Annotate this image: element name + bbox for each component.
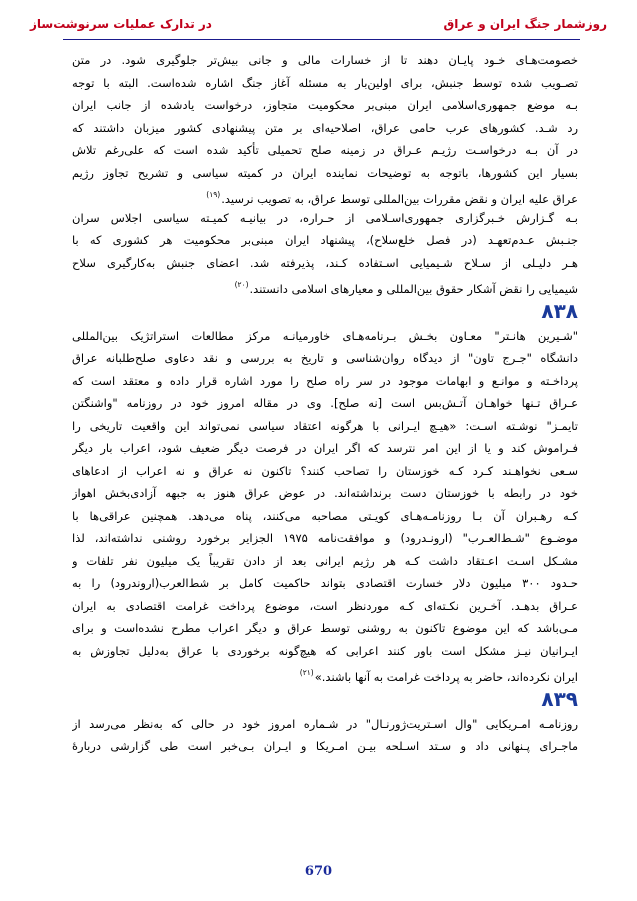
entry-number-839: ۸۳۹: [541, 686, 578, 711]
text-line: عراق علیه ایران و نقض مقررات بین‌المللی توسط عراق، به تصویب نرسید.: [221, 192, 578, 206]
text-line: کـه رهـبران آن بـا روزنامـه‌هـای کویـتی مصاحبه می‌کنند، پناه می‌دهد. همچنین عراقی‌ها با: [72, 508, 578, 523]
text-line: فـراموش کند و یا از این امر نترسد که اگر ایران در فرصت دیگر ضعیف شود، اعراب بار دیگر: [72, 441, 578, 455]
header-divider: [63, 39, 580, 40]
page-header: [30, 14, 607, 34]
text-line: خصومت‌هـای خـود پایـان دهند تا از خسارات مالی و جانی بیش‌تر جلوگیری شود. در متن: [72, 53, 578, 67]
text-line: تصـویب شده توسط جنبش، برای اولین‌بار به مسئله آغاز جنگ اشاره شده‌است. البته با توجه: [72, 75, 578, 90]
page-number: 670: [304, 864, 333, 879]
text-line: روزنامـه امـریکایی "وال اسـتریت‌ژورنـال" در شـماره امروز خود در حالی که به‌نظر می‌رسد از: [72, 716, 578, 731]
footnote-ref: (۱۹): [206, 190, 221, 199]
entry-838-body: [72, 325, 578, 685]
text-line: در آن بـه درخواسـت رژیـم عـراق در زمینه صلح تحمیلی تأکید شده است که علی‌رغم تلاش: [72, 143, 578, 157]
text-line: رد شـد. کشورهای عرب حامی عراق، اصلاحیه‌ای بر متن پیشنهادی کشور میزبان داشتند که: [72, 120, 578, 135]
text-line: ماجـرای پـنهانی داد و سـتد اسـلحه بیـن امـریکا و ایـران بـی‌خبر است طی گزارشی دربارهٔ: [72, 739, 578, 753]
book-title: روزشمار جنگ ایران و عراق: [443, 17, 607, 31]
section-title: در تدارک عملیات سرنوشت‌ساز: [30, 17, 212, 31]
text-line: هـر دلیـلی از سـلاح شـیمیایی اسـتفاده کـند، پذیرفته شد. اعضای جنبش به‌کارگیری سلاح: [72, 255, 578, 270]
text-line: عـراق بدهـد. آخـرین نکـته‌ای کـه موردنظر است، موضوع پرداخت غرامت اقتصادی به ایران: [72, 598, 578, 613]
paragraph-1: [72, 49, 578, 207]
text-line: خود در رابطه با خوزستان دست برنداشته‌اند. در عوض عراق هنوز به جبهه آزادی‌بخش اهواز: [72, 486, 578, 500]
text-line: مـی‌باشد که این موضوع تاکنون به روشنی توسط عراق و دیگر اعراب مطرح نشده‌است و برای: [72, 621, 578, 635]
text-line-last: [72, 184, 578, 207]
page-body: [72, 49, 578, 758]
footnote-ref: (۲۱): [299, 668, 314, 677]
text-line: عـراق تـنها خواهـان آتـش‌بس است [نه صلح]. وی در مقاله امروز خود در روزنامه "واشنگتن: [72, 396, 578, 410]
entry-number-838: ۸۳۸: [541, 298, 578, 323]
text-line: حـدود ۳۰۰ میلیون دلار خسارت اقتصادی بتواند حاکمیت کامل بر شط‌العرب(اروندرود) را به: [72, 576, 578, 590]
paragraph-2: [72, 207, 578, 297]
text-line: تایمـز" نوشـته اسـت: «هیـچ ایـرانی با هرگونه اعتقاد سیاسی نمی‌تواند این واقعیت تاریخی را: [72, 418, 578, 433]
text-line: سـعی نخواهـند کـرد کـه خوزستان را تصاحب کنند؟ تاکنون نه عراق و نه اعراب از ادعاهای: [72, 463, 578, 478]
text-line: ایران نکرده‌اند، حاضر به پرداخت غرامت به آنها باشند.»: [314, 670, 578, 684]
text-line: شیمیایی را نقض آشکار حقوق بین‌المللی و معیارهای اسلامی دانستند.: [249, 282, 578, 296]
text-line: بـه موضع جمهوری‌اسلامی ایران مبنی‌بر محکومیت متجاوز، درخواست یادشده از جانب ایران: [72, 98, 578, 112]
text-line: بسیار این کشورها، باتوجه به توضیحات نماینده ایران در کمیته سیاسی و تشریح تجاوز رژیم: [72, 165, 578, 180]
text-line: ایـرانیان نیـز مشکل است باور کنند اعرابی که هیچ‌گونه برخوردی با عراق به‌دلیل تجاوزش به: [72, 643, 578, 658]
entry-839-body: [72, 713, 578, 758]
text-line: مشـکل اسـت اعـتقاد داشت کـه هر رژیم ایرانی بعد از دادن تقریباً یک میلیون نفر تلفات و: [72, 553, 578, 568]
text-line: "شـیرین هانـتر" معـاون بخـش بـرنامه‌هـای خاورمیانـه مرکز مطالعات استراتژیک بین‌المللی: [72, 328, 578, 343]
text-line: دانشگاه "جـرج تاون" از دیدگاه روان‌شناسی و تاریخ به بررسی و نقد دعاوی صلح‌طلبانه عراق: [72, 351, 578, 365]
text-line: پرداخـته و موانـع و ابهامات موجود در سر راه صلح را مورد اشاره قرار داده و معتقد است که: [72, 373, 578, 388]
text-line-last: [72, 662, 578, 685]
text-line: جنـبش عـدم‌تعهـد (در فصل خلع‌سلاح)، پیشنهاد ایران مبنی‌بر محکومیت هر کشوری که با: [72, 233, 578, 247]
footnote-ref: (۲۰): [234, 280, 249, 289]
text-line: موضـوع "شـط‌العـرب" (ارونـدرود) و موافقت‌نامه ۱۹۷۵ الجزایر برخورد روشنی نداشته‌اند، لذا: [72, 531, 578, 545]
text-line: بـه گـزارش خـبرگزاری جمهوری‌اسـلامی از حـراره، در بیانیـه کمیـته سیاسی اجلاس سران: [72, 210, 578, 225]
text-line-last: [72, 274, 578, 297]
